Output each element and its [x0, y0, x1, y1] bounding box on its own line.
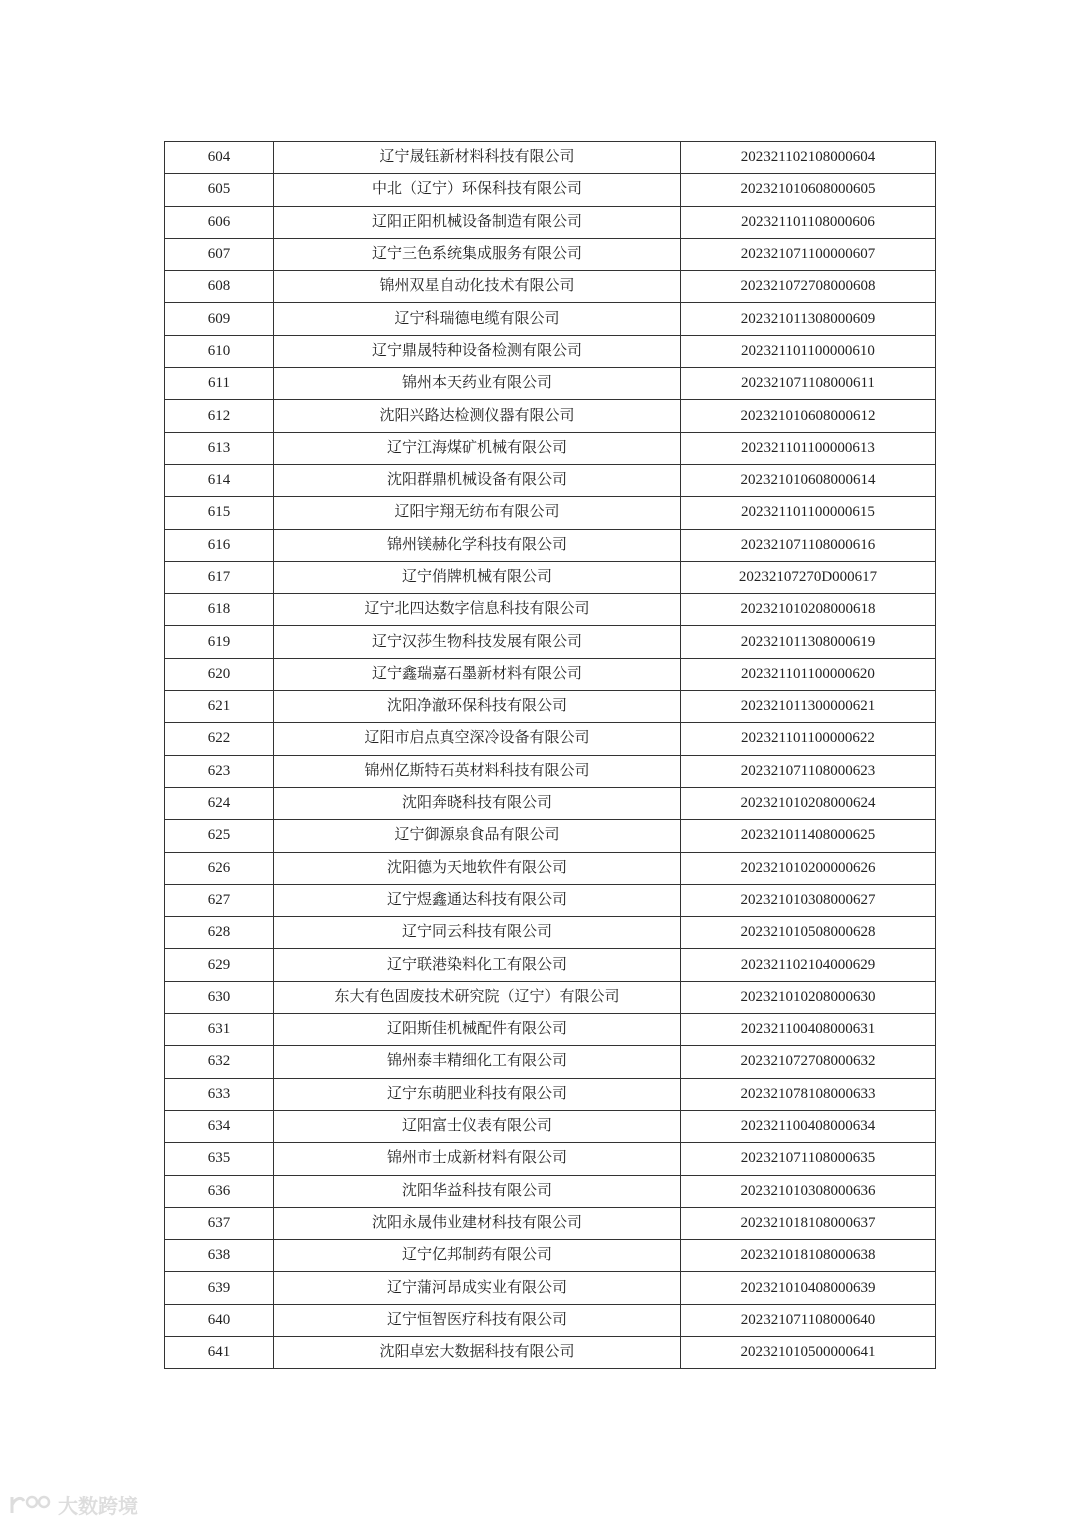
table-row: [165, 626, 936, 658]
table-row: [165, 691, 936, 723]
watermark-logo-icon: [8, 1493, 52, 1517]
row-number-cell: 610: [165, 335, 274, 367]
registration-code-cell: 202321100408000631: [681, 1014, 936, 1046]
company-name-cell: 沈阳华益科技有限公司: [274, 1175, 681, 1207]
table-body: [165, 142, 936, 1369]
table-row: [165, 1046, 936, 1078]
table-row: [165, 142, 936, 174]
company-name-cell: 辽阳正阳机械设备制造有限公司: [274, 206, 681, 238]
registration-code-cell: 202321010608000605: [681, 174, 936, 206]
company-name-cell: 辽阳市启点真空深冷设备有限公司: [274, 723, 681, 755]
registration-code-cell: 202321072708000632: [681, 1046, 936, 1078]
row-number-cell: 622: [165, 723, 274, 755]
row-number-cell: 619: [165, 626, 274, 658]
company-name-cell: 沈阳奔晓科技有限公司: [274, 787, 681, 819]
row-number-cell: 624: [165, 787, 274, 819]
registration-code-cell: 202321010608000614: [681, 464, 936, 496]
row-number-cell: 641: [165, 1336, 274, 1368]
registration-code-cell: 202321010200000626: [681, 852, 936, 884]
registration-code-cell: 202321071100000607: [681, 238, 936, 270]
registration-code-cell: 202321101100000610: [681, 335, 936, 367]
table-row: [165, 335, 936, 367]
registration-code-cell: 202321010500000641: [681, 1336, 936, 1368]
company-name-cell: 辽阳宇翔无纺布有限公司: [274, 497, 681, 529]
company-name-cell: 辽宁三色系统集成服务有限公司: [274, 238, 681, 270]
registration-code-cell: 202321071108000611: [681, 368, 936, 400]
row-number-cell: 631: [165, 1014, 274, 1046]
row-number-cell: 634: [165, 1110, 274, 1142]
registration-code-cell: 202321010208000618: [681, 594, 936, 626]
table-row: [165, 400, 936, 432]
company-name-cell: 辽宁蒲河昂成实业有限公司: [274, 1272, 681, 1304]
company-name-cell: 沈阳卓宏大数据科技有限公司: [274, 1336, 681, 1368]
registration-code-cell: 202321010408000639: [681, 1272, 936, 1304]
row-number-cell: 605: [165, 174, 274, 206]
table-row: [165, 206, 936, 238]
registration-code-cell: 202321018108000637: [681, 1207, 936, 1239]
row-number-cell: 607: [165, 238, 274, 270]
company-name-cell: 沈阳永晟伟业建材科技有限公司: [274, 1207, 681, 1239]
table-row: [165, 1110, 936, 1142]
row-number-cell: 621: [165, 691, 274, 723]
company-name-cell: 辽宁晟钰新材料科技有限公司: [274, 142, 681, 174]
row-number-cell: 629: [165, 949, 274, 981]
registration-code-cell: 202321071108000635: [681, 1143, 936, 1175]
registration-code-cell: 202321101108000606: [681, 206, 936, 238]
row-number-cell: 635: [165, 1143, 274, 1175]
watermark-text: 大数跨境: [58, 1494, 138, 1518]
registration-code-cell: 202321011300000621: [681, 691, 936, 723]
row-number-cell: 636: [165, 1175, 274, 1207]
company-name-cell: 辽宁煜鑫通达科技有限公司: [274, 884, 681, 916]
table-row: [165, 368, 936, 400]
company-name-cell: 辽宁亿邦制药有限公司: [274, 1240, 681, 1272]
row-number-cell: 628: [165, 917, 274, 949]
registration-code-cell: 202321071108000640: [681, 1304, 936, 1336]
registration-code-cell: 202321071108000623: [681, 755, 936, 787]
registration-code-cell: 202321072708000608: [681, 271, 936, 303]
row-number-cell: 623: [165, 755, 274, 787]
company-name-cell: 辽宁江海煤矿机械有限公司: [274, 432, 681, 464]
company-name-cell: 锦州镁赫化学科技有限公司: [274, 529, 681, 561]
row-number-cell: 627: [165, 884, 274, 916]
row-number-cell: 637: [165, 1207, 274, 1239]
registration-code-cell: 202321102104000629: [681, 949, 936, 981]
table-row: [165, 658, 936, 690]
company-name-cell: 沈阳群鼎机械设备有限公司: [274, 464, 681, 496]
table-row: [165, 981, 936, 1013]
table-row: [165, 271, 936, 303]
registration-code-cell: 202321100408000634: [681, 1110, 936, 1142]
company-name-cell: 辽宁北四达数字信息科技有限公司: [274, 594, 681, 626]
registration-code-cell: 202321101100000615: [681, 497, 936, 529]
registration-code-cell: 202321078108000633: [681, 1078, 936, 1110]
table-row: [165, 755, 936, 787]
table-row: [165, 1014, 936, 1046]
row-number-cell: 616: [165, 529, 274, 561]
row-number-cell: 633: [165, 1078, 274, 1110]
registration-code-cell: 202321011308000619: [681, 626, 936, 658]
company-name-cell: 锦州市士成新材料有限公司: [274, 1143, 681, 1175]
table-row: [165, 238, 936, 270]
row-number-cell: 612: [165, 400, 274, 432]
table-row: [165, 529, 936, 561]
table-row: [165, 464, 936, 496]
company-name-cell: 锦州双星自动化技术有限公司: [274, 271, 681, 303]
company-name-cell: 辽宁科瑞德电缆有限公司: [274, 303, 681, 335]
table-row: [165, 884, 936, 916]
company-name-cell: 辽宁同云科技有限公司: [274, 917, 681, 949]
company-list-table: [164, 141, 936, 1369]
company-name-cell: 东大有色固废技术研究院（辽宁）有限公司: [274, 981, 681, 1013]
row-number-cell: 626: [165, 852, 274, 884]
registration-code-cell: 202321011408000625: [681, 820, 936, 852]
company-name-cell: 辽宁鼎晟特种设备检测有限公司: [274, 335, 681, 367]
row-number-cell: 639: [165, 1272, 274, 1304]
registration-code-cell: 202321101100000622: [681, 723, 936, 755]
table-row: [165, 561, 936, 593]
row-number-cell: 615: [165, 497, 274, 529]
company-name-cell: 锦州泰丰精细化工有限公司: [274, 1046, 681, 1078]
registration-code-cell: 20232107270D000617: [681, 561, 936, 593]
table-row: [165, 852, 936, 884]
table-row: [165, 1304, 936, 1336]
registration-code-cell: 202321010608000612: [681, 400, 936, 432]
company-name-cell: 辽宁联港染料化工有限公司: [274, 949, 681, 981]
company-name-cell: 沈阳德为天地软件有限公司: [274, 852, 681, 884]
registration-code-cell: 202321101100000620: [681, 658, 936, 690]
row-number-cell: 640: [165, 1304, 274, 1336]
row-number-cell: 618: [165, 594, 274, 626]
table-row: [165, 594, 936, 626]
company-name-cell: 辽宁俏牌机械有限公司: [274, 561, 681, 593]
row-number-cell: 604: [165, 142, 274, 174]
row-number-cell: 630: [165, 981, 274, 1013]
company-name-cell: 辽宁恒智医疗科技有限公司: [274, 1304, 681, 1336]
company-name-cell: 锦州本天药业有限公司: [274, 368, 681, 400]
table-row: [165, 1078, 936, 1110]
registration-code-cell: 202321018108000638: [681, 1240, 936, 1272]
row-number-cell: 614: [165, 464, 274, 496]
table-row: [165, 1143, 936, 1175]
registration-code-cell: 202321101100000613: [681, 432, 936, 464]
row-number-cell: 611: [165, 368, 274, 400]
row-number-cell: 606: [165, 206, 274, 238]
table-row: [165, 1207, 936, 1239]
registration-code-cell: 202321010208000624: [681, 787, 936, 819]
company-name-cell: 辽宁鑫瑞嘉石墨新材料有限公司: [274, 658, 681, 690]
registration-code-cell: 202321071108000616: [681, 529, 936, 561]
row-number-cell: 620: [165, 658, 274, 690]
registration-code-cell: 202321010308000627: [681, 884, 936, 916]
registration-code-cell: 202321010308000636: [681, 1175, 936, 1207]
table-row: [165, 174, 936, 206]
table-row: [165, 1240, 936, 1272]
table-row: [165, 949, 936, 981]
registration-code-cell: 202321102108000604: [681, 142, 936, 174]
registration-code-cell: 202321011308000609: [681, 303, 936, 335]
watermark: [8, 1490, 138, 1519]
company-name-cell: 沈阳兴路达检测仪器有限公司: [274, 400, 681, 432]
row-number-cell: 638: [165, 1240, 274, 1272]
company-name-cell: 锦州亿斯特石英材料科技有限公司: [274, 755, 681, 787]
row-number-cell: 609: [165, 303, 274, 335]
company-name-cell: 辽宁御源泉食品有限公司: [274, 820, 681, 852]
row-number-cell: 617: [165, 561, 274, 593]
table-row: [165, 917, 936, 949]
row-number-cell: 625: [165, 820, 274, 852]
row-number-cell: 613: [165, 432, 274, 464]
company-name-cell: 沈阳净澈环保科技有限公司: [274, 691, 681, 723]
row-number-cell: 608: [165, 271, 274, 303]
table-row: [165, 497, 936, 529]
table-row: [165, 787, 936, 819]
company-name-cell: 辽阳富士仪表有限公司: [274, 1110, 681, 1142]
row-number-cell: 632: [165, 1046, 274, 1078]
table-row: [165, 432, 936, 464]
table-row: [165, 723, 936, 755]
table-row: [165, 1272, 936, 1304]
table-row: [165, 1336, 936, 1368]
registration-code-cell: 202321010508000628: [681, 917, 936, 949]
table-row: [165, 820, 936, 852]
table-row: [165, 1175, 936, 1207]
company-name-cell: 辽宁东萌肥业科技有限公司: [274, 1078, 681, 1110]
company-name-cell: 中北（辽宁）环保科技有限公司: [274, 174, 681, 206]
company-name-cell: 辽宁汉莎生物科技发展有限公司: [274, 626, 681, 658]
company-name-cell: 辽阳斯佳机械配件有限公司: [274, 1014, 681, 1046]
table-row: [165, 303, 936, 335]
registration-code-cell: 202321010208000630: [681, 981, 936, 1013]
